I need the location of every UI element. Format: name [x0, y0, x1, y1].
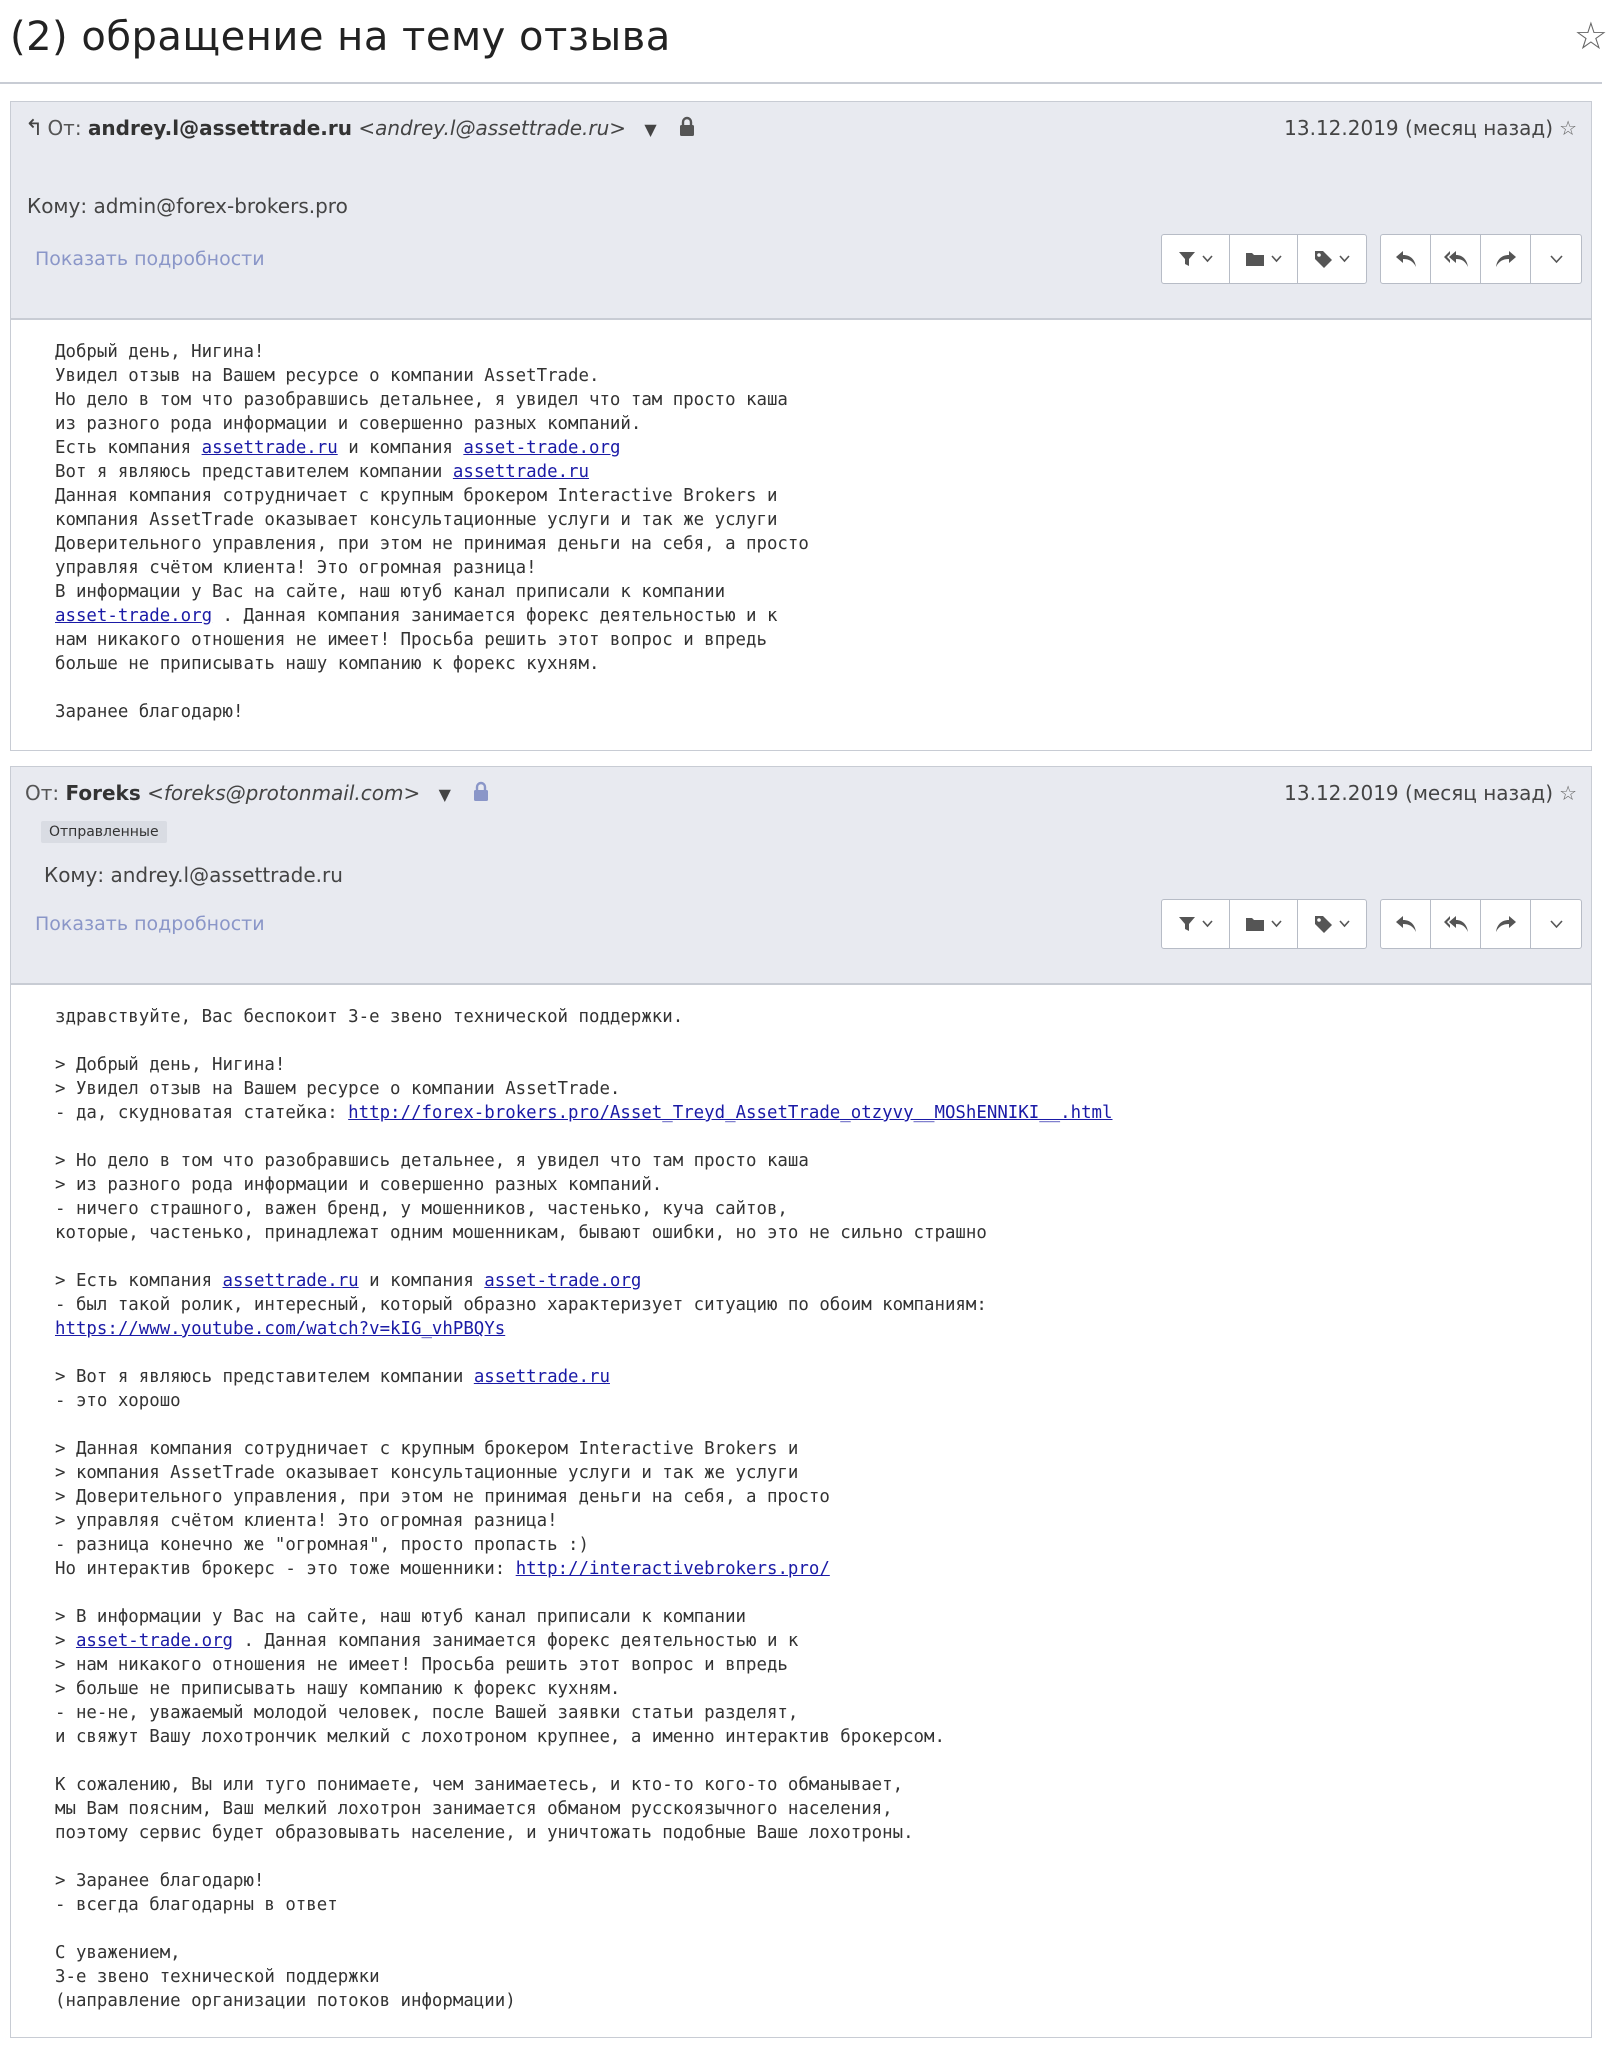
to-line [27, 194, 348, 218]
body-text: > нам никакого отношения не имеет! Просьба решить этот вопрос и впредь [55, 1655, 788, 1675]
reply-all-icon [1443, 249, 1469, 269]
body-text: . Данная компания занимается форекс деятельностью и к [212, 606, 778, 626]
message-body-text [11, 320, 1591, 724]
from-label: От: [25, 781, 60, 805]
message-date [1284, 781, 1577, 805]
filter-button[interactable] [1162, 235, 1230, 283]
folder-badge[interactable]: Отправленные [41, 821, 167, 843]
body-text: > Вот я являюсь представителем компании [55, 1367, 474, 1387]
filter-button[interactable] [1162, 900, 1230, 948]
body-text: - ничего страшного, важен бренд, у мошенников, частенько, куча сайтов, [55, 1199, 788, 1219]
recipient[interactable]: admin@forex-brokers.pro [93, 194, 348, 218]
body-text: - да, скудноватая статейка: [55, 1103, 349, 1123]
body-text: > компания AssetTrade оказывает консультационные услуги и так же услуги [55, 1463, 799, 1483]
body-link[interactable]: assettrade.ru [452, 462, 589, 482]
body-link[interactable]: asset-trade.org [463, 438, 621, 458]
body-text: управляя счётом клиента! Это огромная разница! [55, 558, 537, 578]
folder-icon [1245, 916, 1265, 932]
body-text: и компания [337, 438, 464, 458]
body-link[interactable]: assettrade.ru [201, 438, 338, 458]
body-text: мы Вам поясним, Ваш мелкий лохотрон занимается обманом русскоязычного населения, [55, 1799, 893, 1819]
to-label: Кому: [44, 863, 105, 887]
body-text: > из разного рода информации и совершенно разных компаний. [55, 1175, 663, 1195]
body-link[interactable]: assettrade.ru [222, 1271, 359, 1291]
message-date [1284, 116, 1577, 140]
body-text: - разница конечно же "огромная", просто пропасть :) [55, 1535, 589, 1555]
forward-icon [1494, 914, 1518, 934]
date-text: 13.12.2019 (месяц назад) [1284, 116, 1554, 140]
lock-icon [473, 782, 489, 802]
thread-header [0, 0, 1608, 84]
body-link[interactable]: http://forex-brokers.pro/Asset_Treyd_AssetTrade_otzyvy__MOShENNIKI__.html [348, 1103, 1113, 1123]
filter-icon [1178, 915, 1196, 933]
body-text: и компания [358, 1271, 485, 1291]
chevron-down-icon [1271, 255, 1282, 263]
body-text: (направление организации потоков информации) [55, 1991, 516, 2011]
body-text: больше не приписывать нашу компанию к форекс кухням. [55, 654, 600, 674]
body-text: здравствуйте, Вас беспокоит 3-е звено технической поддержки. [55, 1007, 684, 1027]
body-link[interactable]: http://interactivebrokers.pro/ [515, 1559, 830, 1579]
chevron-down-icon [1550, 255, 1563, 264]
message-body [11, 320, 1591, 724]
from-label: От: [47, 116, 82, 140]
recipient[interactable]: andrey.l@assettrade.ru [110, 863, 343, 887]
body-text: > Добрый день, Нигина! [55, 1055, 286, 1075]
reply-all-icon [1443, 914, 1469, 934]
body-text: > больше не приписывать нашу компанию к форекс кухням. [55, 1679, 621, 1699]
more-actions-button[interactable] [1531, 235, 1581, 283]
body-text: Но дело в том что разобравшись детальнее, я увидел что там просто каша [55, 390, 788, 410]
sender-menu-caret-icon[interactable]: ▼ [644, 120, 657, 139]
sender-name[interactable]: Foreks [65, 781, 141, 805]
message-actions-left [1161, 234, 1367, 284]
body-link[interactable]: asset-trade.org [75, 1631, 234, 1651]
body-link[interactable]: asset-trade.org [484, 1271, 642, 1291]
body-text: компания AssetTrade оказывает консультационные услуги и так же услуги [55, 510, 778, 530]
replied-arrow-icon: ↰ [25, 116, 44, 141]
reply-button[interactable] [1381, 235, 1431, 283]
body-text: из разного рода информации и совершенно разных компаний. [55, 414, 642, 434]
forward-icon [1494, 249, 1518, 269]
tag-icon [1314, 250, 1333, 269]
tag-icon [1314, 915, 1333, 934]
body-text: Заранее благодарю! [55, 702, 244, 722]
chevron-down-icon [1339, 255, 1350, 263]
reply-all-button[interactable] [1431, 235, 1481, 283]
body-text: Увидел отзыв на Вашем ресурсе о компании AssetTrade. [55, 366, 600, 386]
message-body [11, 985, 1591, 2013]
message-actions-left [1161, 899, 1367, 949]
body-link[interactable]: assettrade.ru [473, 1367, 610, 1387]
body-link[interactable]: https://www.youtube.com/watch?v=kIG_vhPBQYs [55, 1319, 506, 1339]
from-line [25, 116, 695, 141]
body-text: - был такой ролик, интересный, который образно характеризует ситуацию по обоим компаниям: [55, 1295, 987, 1315]
thread-star-icon[interactable]: ☆ [1573, 14, 1608, 58]
show-details-link[interactable]: Показать подробности [35, 248, 265, 270]
body-text: нам никакого отношения не имеет! Просьба решить этот вопрос и впредь [55, 630, 767, 650]
message-1 [10, 101, 1592, 751]
body-text: > Есть компания [55, 1271, 223, 1291]
body-text: - это хорошо [55, 1391, 181, 1411]
body-text: > Данная компания сотрудничает с крупным брокером Interactive Brokers и [55, 1439, 799, 1459]
message-body-text [11, 985, 1591, 2013]
chevron-down-icon [1550, 920, 1563, 929]
to-line [44, 863, 343, 887]
body-text: которые, частенько, принадлежат одним мошенникам, бывают ошибки, но это не сильно страшно [55, 1223, 987, 1243]
date-text: 13.12.2019 (месяц назад) [1284, 781, 1554, 805]
body-text: и свяжут Вашу лохотрончик мелкий с лохотроном крупнее, а именно интерактив брокерсом. [55, 1727, 945, 1747]
body-text: К сожалению, Вы или туго понимаете, чем занимаетесь, и кто-то кого-то обманывает, [55, 1775, 904, 1795]
tag-button[interactable] [1298, 900, 1366, 948]
to-label: Кому: [27, 194, 88, 218]
sender-name[interactable]: andrey.l@assettrade.ru [87, 116, 352, 140]
chevron-down-icon [1202, 255, 1213, 263]
lock-icon [679, 117, 695, 137]
more-actions-button[interactable] [1531, 900, 1581, 948]
star-icon[interactable]: ☆ [1559, 781, 1577, 805]
body-text: > [55, 1631, 76, 1651]
reply-button[interactable] [1381, 900, 1431, 948]
chevron-down-icon [1339, 920, 1350, 928]
body-text: Доверительного управления, при этом не принимая деньги на себя, а просто [55, 534, 809, 554]
move-folder-button[interactable] [1230, 235, 1298, 283]
body-text: > управляя счётом клиента! Это огромная разница! [55, 1511, 558, 1531]
body-text: В информации у Вас на сайте, наш ютуб канал приписали к компании [55, 582, 726, 602]
body-text: 3-е звено технической поддержки [55, 1967, 380, 1987]
from-line [25, 781, 489, 805]
reply-all-button[interactable] [1431, 900, 1481, 948]
body-link[interactable]: asset-trade.org [55, 606, 213, 626]
folder-icon [1245, 251, 1265, 267]
forward-button[interactable] [1481, 900, 1531, 948]
body-text: Данная компания сотрудничает с крупным брокером Interactive Brokers и [55, 486, 778, 506]
move-folder-button[interactable] [1230, 900, 1298, 948]
message-2 [10, 766, 1592, 2038]
message-actions-right [1380, 899, 1582, 949]
body-text: > Заранее благодарю! [55, 1871, 265, 1891]
message-header [11, 767, 1591, 985]
body-text: > Увидел отзыв на Вашем ресурсе о компании AssetTrade. [55, 1079, 621, 1099]
star-icon[interactable]: ☆ [1559, 116, 1577, 140]
body-text: . Данная компания занимается форекс деятельностью и к [233, 1631, 799, 1651]
tag-button[interactable] [1298, 235, 1366, 283]
sender-address[interactable]: <andrey.l@assettrade.ru> [358, 116, 627, 140]
filter-icon [1178, 250, 1196, 268]
body-text: > В информации у Вас на сайте, наш ютуб канал приписали к компании [55, 1607, 747, 1627]
body-text: - не-не, уважаемый молодой человек, после Вашей заявки статьи разделят, [55, 1703, 799, 1723]
sender-menu-caret-icon[interactable]: ▼ [438, 785, 451, 804]
chevron-down-icon [1202, 920, 1213, 928]
chevron-down-icon [1271, 920, 1282, 928]
body-text: Есть компания [55, 438, 202, 458]
body-text: Добрый день, Нигина! [55, 342, 265, 362]
body-text: > Доверительного управления, при этом не принимая деньги на себя, а просто [55, 1487, 830, 1507]
message-header [11, 102, 1591, 320]
body-text: - всегда благодарны в ответ [55, 1895, 338, 1915]
body-text: Но интерактив брокерс - это тоже мошенники: [55, 1559, 516, 1579]
sender-address[interactable]: <foreks@protonmail.com> [147, 781, 421, 805]
thread-title: (2) обращение на тему отзыва [10, 14, 671, 60]
show-details-link[interactable]: Показать подробности [35, 913, 265, 935]
reply-icon [1394, 249, 1418, 269]
body-text: С уважением, [55, 1943, 181, 1963]
message-actions-right [1380, 234, 1582, 284]
forward-button[interactable] [1481, 235, 1531, 283]
body-text: поэтому сервис будет образовывать население, и уничтожать подобные Ваше лохотроны. [55, 1823, 914, 1843]
body-text: Вот я являюсь представителем компании [55, 462, 453, 482]
body-text: > Но дело в том что разобравшись детальнее, я увидел что там просто каша [55, 1151, 809, 1171]
reply-icon [1394, 914, 1418, 934]
